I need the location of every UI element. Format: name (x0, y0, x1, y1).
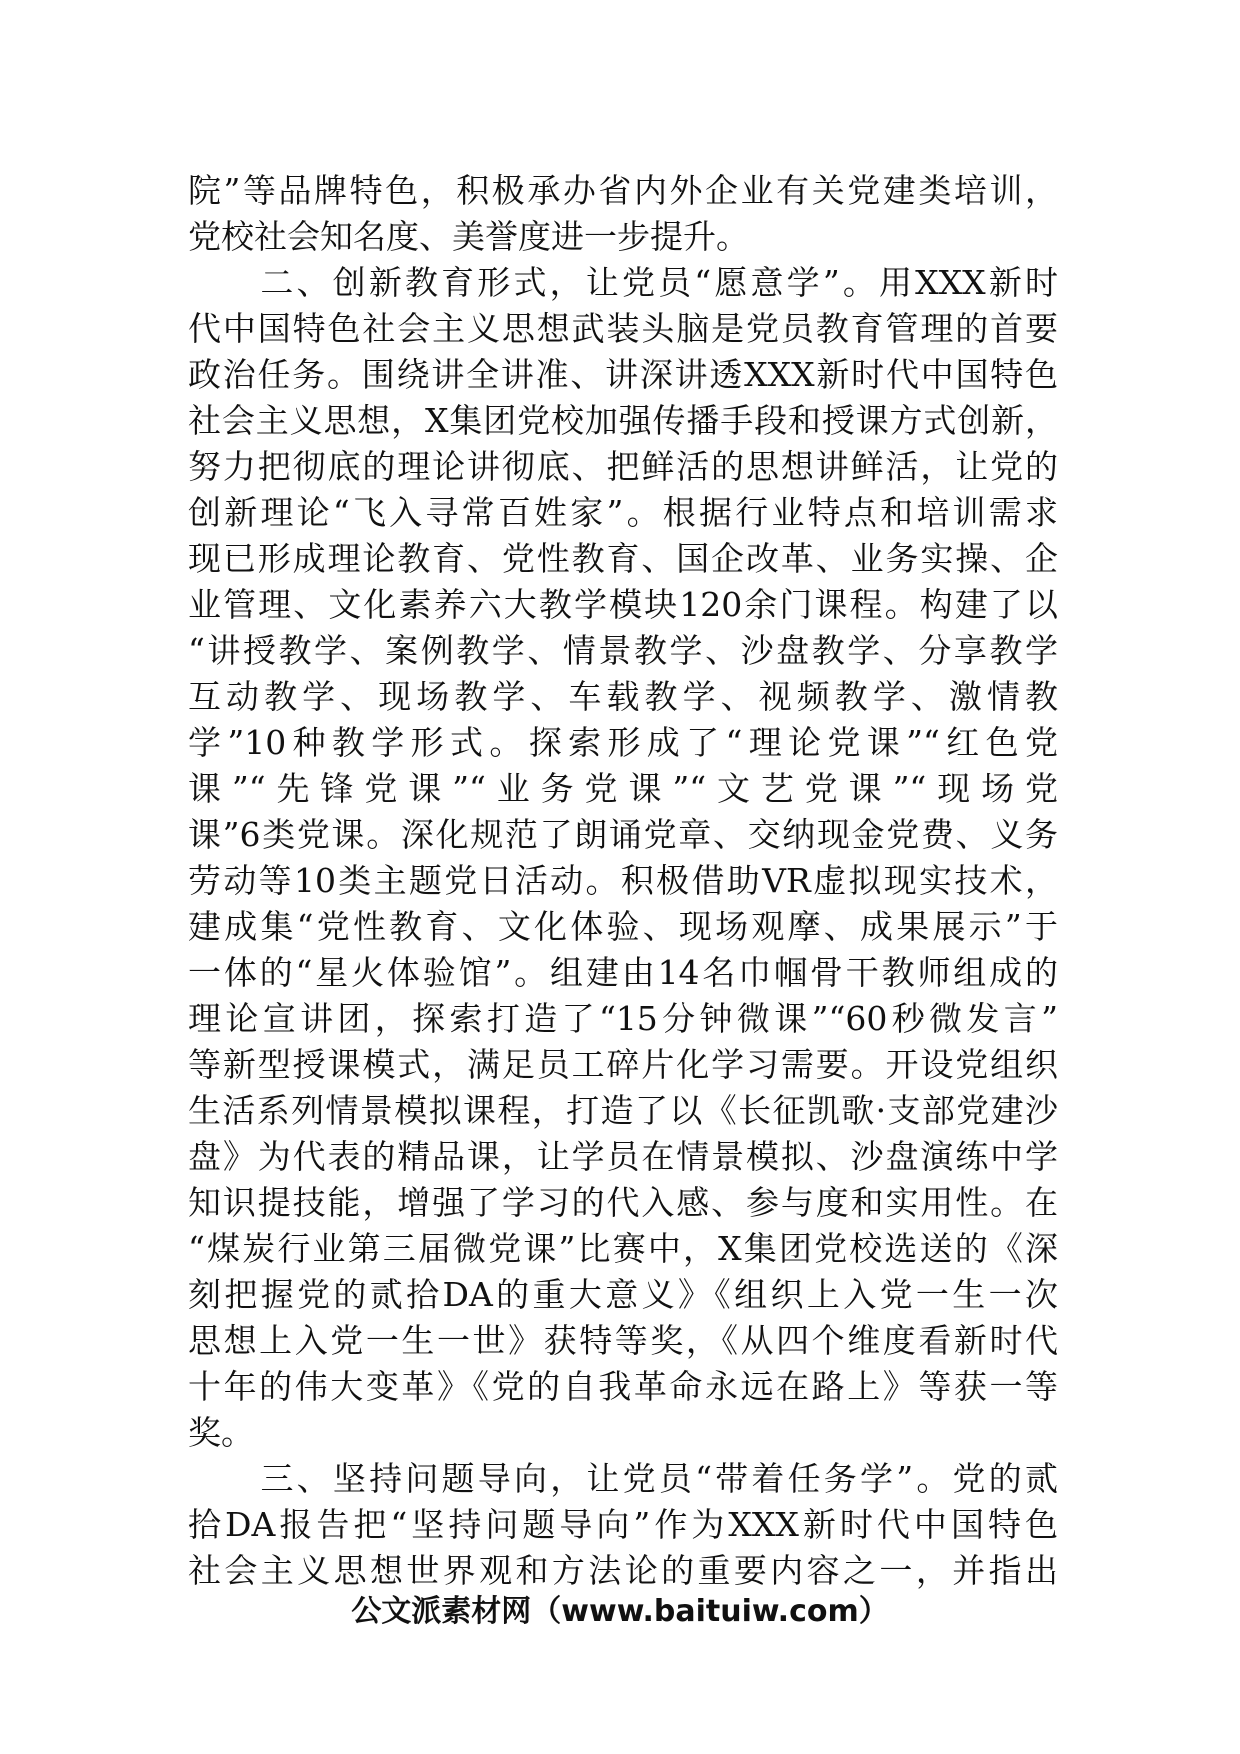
text-line: 生活系列情景模拟课程，打造了以《长征凯歌·支部党建沙 (188, 1091, 1058, 1130)
text-line: 建成集“党性教育、文化体验、现场观摩、成果展示”于 (188, 907, 1058, 946)
text-line: 理论宣讲团，探索打造了“15分钟微课”“60秒微发言” (188, 999, 1058, 1038)
text-line: 等新型授课模式，满足员工碎片化学习需要。开设党组织 (188, 1045, 1058, 1084)
text-line: 学”10种教学形式。探索形成了“理论党课”“红色党 (188, 723, 1058, 762)
section-heading-line: 三、坚持问题导向，让党员“带着任务学”。党的贰 (188, 1459, 1058, 1498)
text-line: 政治任务。围绕讲全讲准、讲深讲透XXX新时代中国特色 (188, 355, 1058, 394)
text-line: “煤炭行业第三届微党课”比赛中，X集团党校选送的《深 (188, 1229, 1058, 1268)
text-line: 十年的伟大变革》《党的自我革命永远在路上》等获一等 (188, 1367, 1058, 1406)
text-line: 课”6类党课。深化规范了朗诵党章、交纳现金党费、义务 (188, 815, 1058, 854)
text-line: 劳动等10类主题党日活动。积极借助VR虚拟现实技术， (188, 861, 1058, 900)
text-line: 盘》为代表的精品课，让学员在情景模拟、沙盘演练中学 (188, 1137, 1058, 1176)
text-line: 奖。 (188, 1413, 254, 1452)
text-line: 课”“先锋党课”“业务党课”“文艺党课”“现场党 (188, 769, 1058, 808)
text-line: 知识提技能，增强了学习的代入感、参与度和实用性。在 (188, 1183, 1058, 1222)
footer-source-link: 公文派素材网（www.baituiw.com） (351, 1594, 889, 1629)
text-line: 社会主义思想，X集团党校加强传播手段和授课方式创新， (188, 401, 1058, 440)
text-line: 拾DA报告把“坚持问题导向”作为XXX新时代中国特色 (188, 1505, 1058, 1544)
text-line: “讲授教学、案例教学、情景教学、沙盘教学、分享教学 (188, 631, 1058, 670)
text-line: 思想上入党一生一世》获特等奖，《从四个维度看新时代 (188, 1321, 1058, 1360)
text-line: 努力把彻底的理论讲彻底、把鲜活的思想讲鲜活，让党的 (188, 447, 1058, 486)
text-line: 社会主义思想世界观和方法论的重要内容之一，并指出 (188, 1551, 1058, 1590)
text-line: 院”等品牌特色，积极承办省内外企业有关党建类培训， (188, 171, 1058, 210)
text-line: 代中国特色社会主义思想武装头脑是党员教育管理的首要 (188, 309, 1058, 348)
text-line: 互动教学、现场教学、车载教学、视频教学、激情教 (188, 677, 1058, 716)
text-line: 现已形成理论教育、党性教育、国企改革、业务实操、企 (188, 539, 1058, 578)
text-line: 一体的“星火体验馆”。组建由14名巾帼骨干教师组成的 (188, 953, 1058, 992)
section-heading-line: 二、创新教育形式，让党员“愿意学”。用XXX新时 (188, 263, 1058, 302)
text-line: 党校社会知名度、美誉度进一步提升。 (188, 217, 749, 256)
text-line: 业管理、文化素养六大教学模块120余门课程。构建了以 (188, 585, 1058, 624)
text-line: 创新理论“飞入寻常百姓家”。根据行业特点和培训需求 (188, 493, 1058, 532)
text-line: 刻把握党的贰拾DA的重大意义》《组织上入党一生一次 (188, 1275, 1058, 1314)
document-body (188, 168, 1058, 1594)
